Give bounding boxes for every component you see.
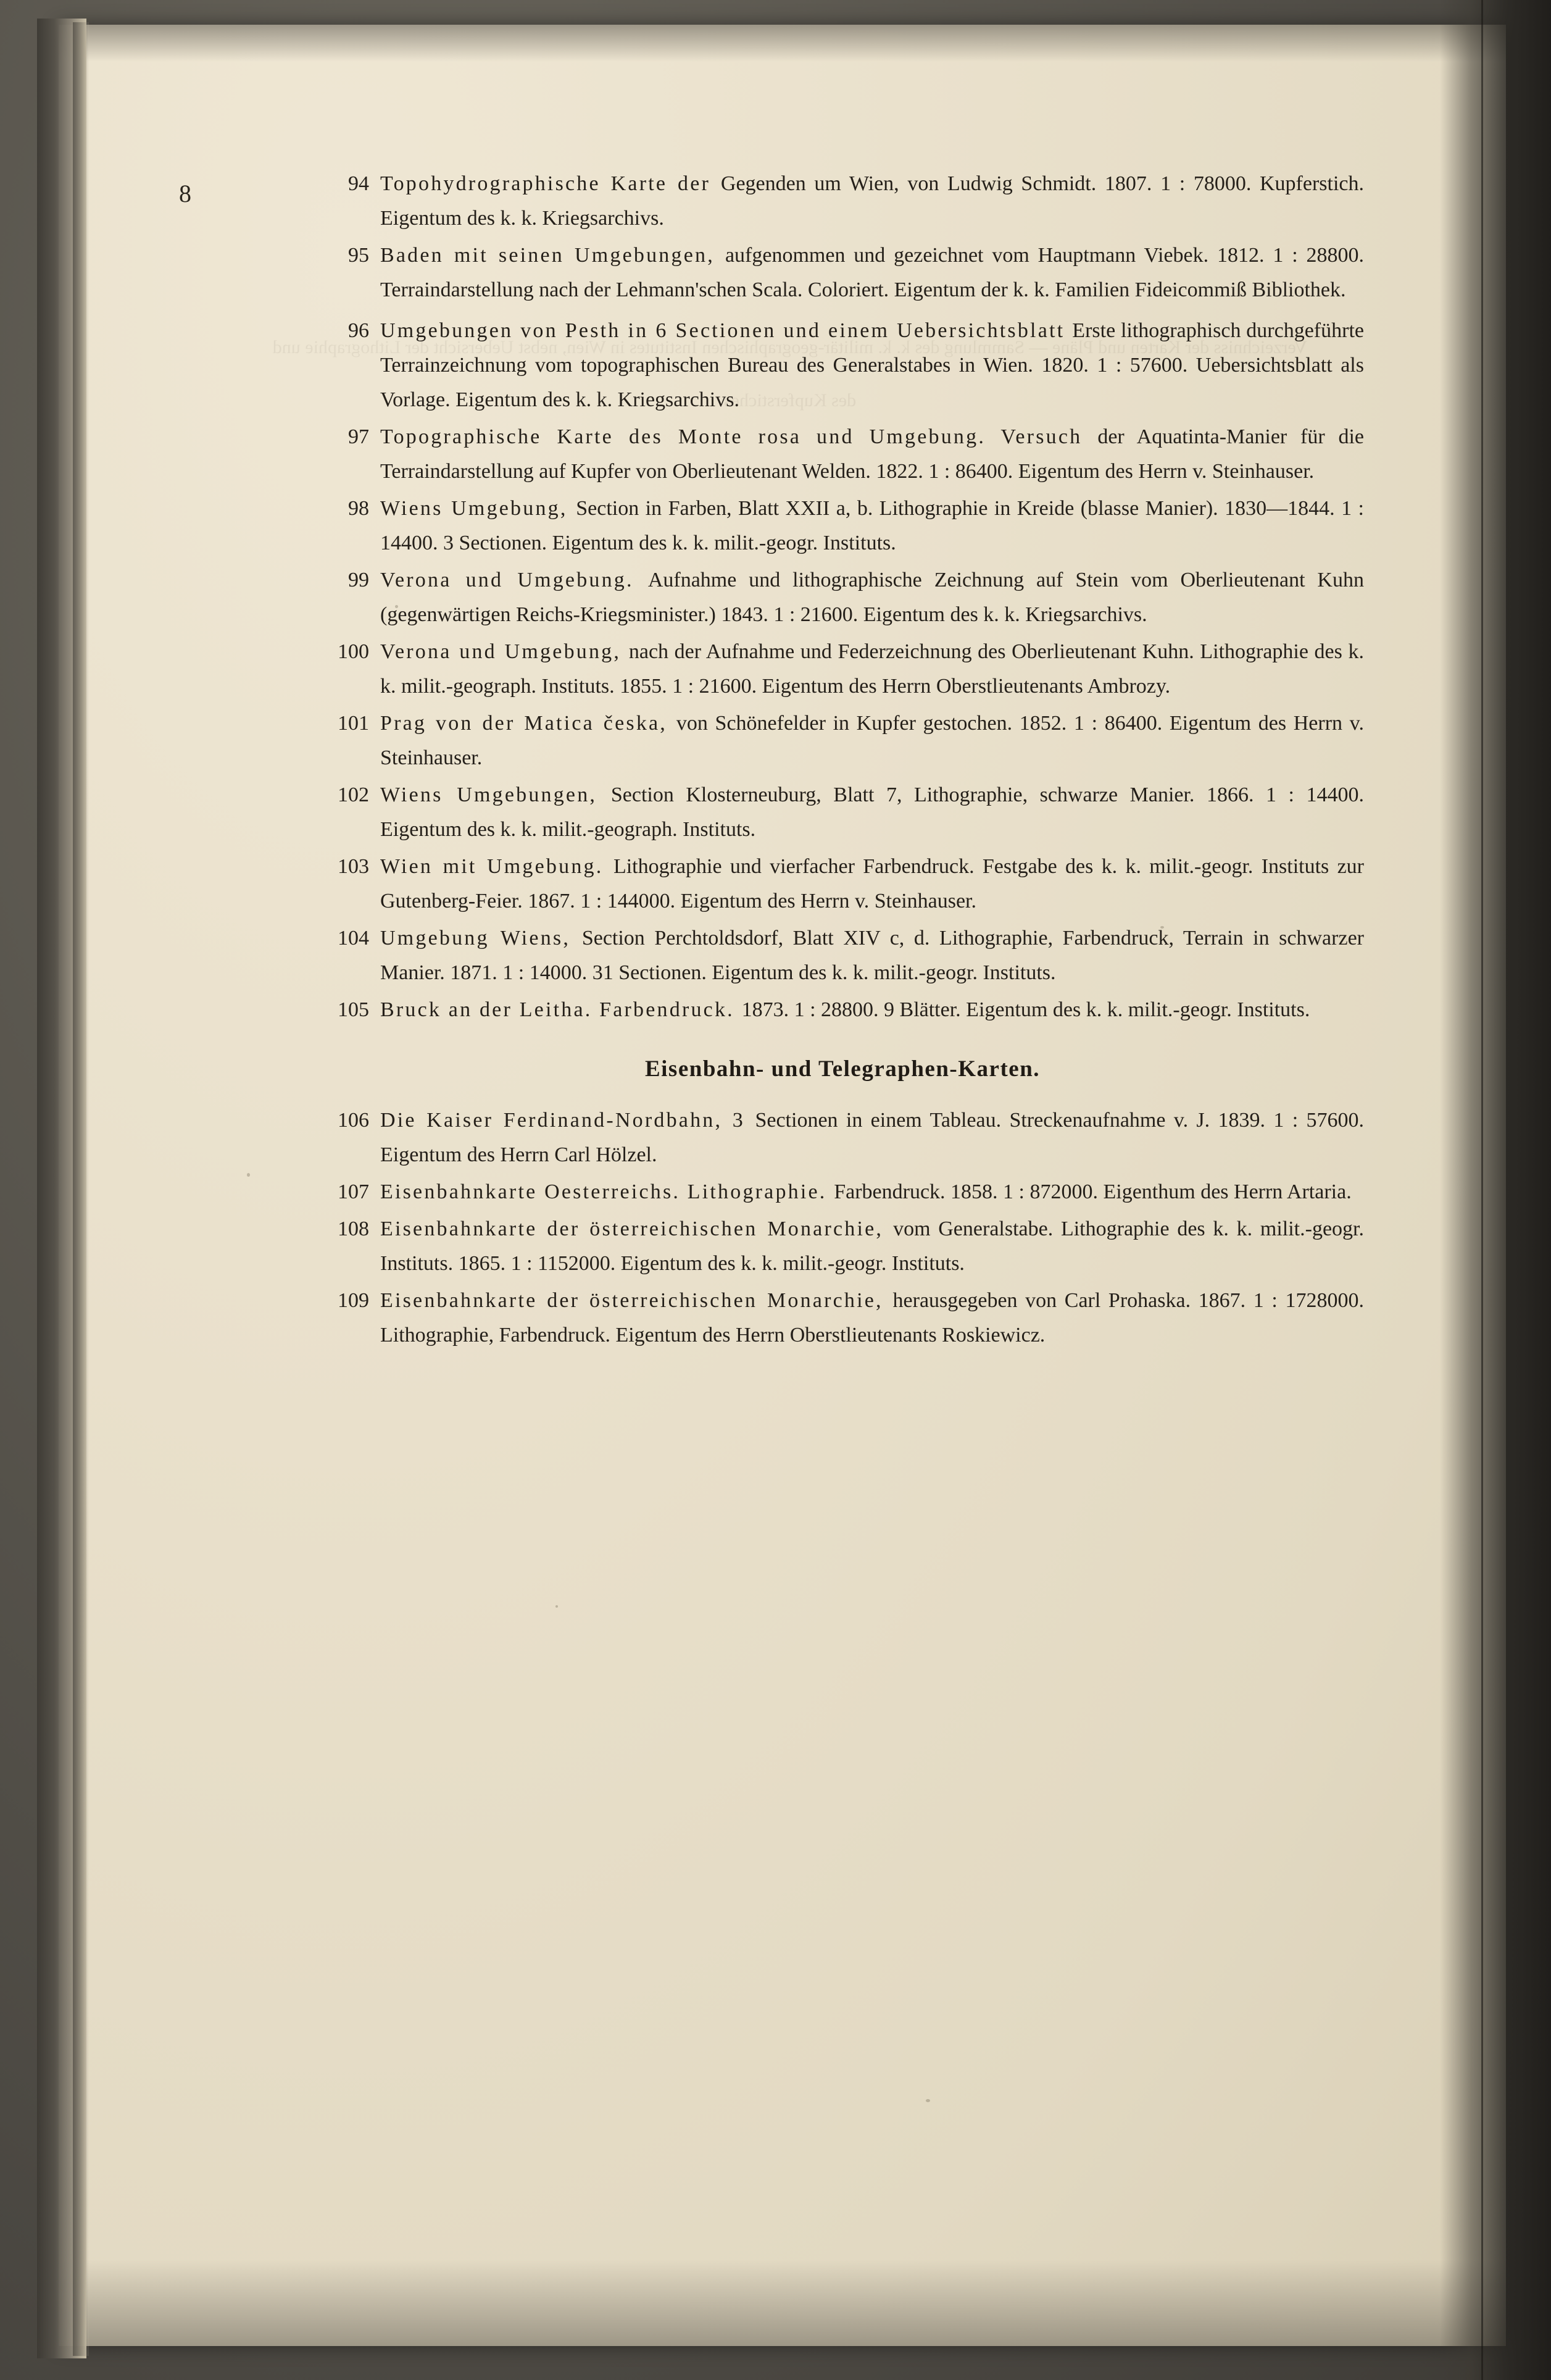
entry-text: Die Kaiser Ferdinand-Nordbahn, 3 Sectionen in einem Tableau. Streckenaufnahme v. J. 1839. 1 : 57600. Eigentum des Herrn Carl Hölzel.	[380, 1109, 1364, 1166]
entry-number: 94	[348, 172, 369, 195]
entry-number: 97	[348, 425, 369, 448]
entry-number: 101	[338, 712, 369, 735]
catalog-entry	[321, 563, 1364, 632]
paper-bottom-shadow	[59, 2260, 1506, 2346]
catalog-entry	[321, 993, 1364, 1027]
catalog-entry	[321, 238, 1364, 307]
entry-text: Wiens Umgebung, Section in Farben, Blatt XXII a, b. Lithographie in Kreide (blasse Manier). 1830—1844. 1 : 14400. 3 Sectionen. Eigentum des k. k. milit.-geogr. Instituts.	[380, 497, 1365, 554]
paper-curl-line	[1481, 0, 1483, 2380]
catalog-entry	[321, 491, 1364, 561]
entry-number: 96	[348, 319, 369, 342]
entry-text: Topographische Karte des Monte rosa und Umgebung. Versuch der Aquatinta-Manier für die Terraindarstellung auf Kupfer von Oberlieutenant Welden. 1822. 1 : 86400. Eigentum des Herrn v. Steinhauser.	[380, 425, 1364, 483]
paper-speck	[555, 1605, 558, 1608]
entry-number: 106	[338, 1109, 369, 1132]
paper-speck	[926, 2099, 930, 2102]
entry-number: 102	[338, 783, 369, 806]
entry-text: Eisenbahnkarte der österreichischen Monarchie, herausgegeben von Carl Prohaska. 1867. 1 : 1728000. Lithographie, Farbendruck. Eigentum des Herrn Oberstlieutenants Roskiewicz.	[380, 1289, 1364, 1347]
page-number: 8	[179, 180, 191, 207]
paper-speck	[1160, 926, 1164, 929]
entry-text: Eisenbahnkarte der österreichischen Monarchie, vom Generalstabe. Lithographie des k. k. milit.-geogr. Instituts. 1865. 1 : 1152000. Eigentum des k. k. milit.-geogr. Instituts.	[380, 1217, 1364, 1275]
catalog-entry	[321, 778, 1364, 847]
entry-number: 95	[348, 244, 369, 267]
entry-text: Bruck an der Leitha. Farbendruck. 1873. 1 : 28800. 9 Blätter. Eigentum des k. k. milit.-geogr. Instituts.	[380, 998, 1310, 1021]
entry-text: Umgebung Wiens, Section Perchtoldsdorf, Blatt XIV c, d. Lithographie, Farbendruck, Terrain in schwarzer Manier. 1871. 1 : 14000. 31 Sectionen. Eigentum des k. k. milit.-geogr. Instituts.	[380, 927, 1364, 984]
entry-text: Verona und Umgebung. Aufnahme und lithographische Zeichnung auf Stein vom Oberlieutenant Kuhn (gegenwärtigen Reichs-Kriegsminister.) 1843. 1 : 21600. Eigentum des k. k. Kriegsarchivs.	[380, 569, 1364, 626]
catalog-entry	[321, 921, 1364, 990]
entry-number: 99	[348, 569, 369, 591]
paper-speck	[247, 1173, 250, 1177]
catalog-entry	[321, 850, 1364, 919]
entry-text: Wien mit Umgebung. Lithographie und vierfacher Farbendruck. Festgabe des k. k. milit.-geogr. Instituts zur Gutenberg-Feier. 1867. 1 : 144000. Eigentum des Herrn v. Steinhauser.	[380, 855, 1364, 912]
entry-text: Eisenbahnkarte Oesterreichs. Lithographie. Farbendruck. 1858. 1 : 872000. Eigenthum des Herrn Artaria.	[380, 1180, 1352, 1203]
catalog-entry	[321, 1212, 1364, 1281]
paper-speck	[395, 605, 398, 608]
entry-number: 104	[338, 927, 369, 950]
entry-text: Verona und Umgebung, nach der Aufnahme und Federzeichnung des Oberlieutenant Kuhn. Lithographie des k. k. milit.-geograph. Instituts. 1855. 1 : 21600. Eigentum des Herrn Oberstlieutenants Ambrozy.	[380, 640, 1364, 698]
entry-number: 100	[338, 640, 369, 663]
section-heading: Eisenbahn- und Telegraphen-Karten.	[644, 1056, 1041, 1082]
catalog-entry	[321, 314, 1364, 417]
entry-number: 109	[338, 1289, 369, 1312]
catalog-entry	[321, 1175, 1364, 1209]
paper-left-edge-inner	[73, 22, 89, 2356]
catalog-entry	[321, 706, 1364, 775]
entry-number: 103	[338, 855, 369, 878]
entry-text: Wiens Umgebungen, Section Klosterneuburg, Blatt 7, Lithographie, schwarze Manier. 1866. 1 : 14400. Eigentum des k. k. milit.-geograph. Instituts.	[380, 783, 1364, 841]
entry-text: Baden mit seinen Umgebungen, aufgenommen und gezeichnet vom Hauptmann Viebek. 1812. 1 : 28800. Terraindarstellung nach der Lehmann'schen Scala. Coloriert. Eigentum der k. k. Familien Fideicommiß Bibliothek.	[380, 244, 1364, 301]
catalog-entry	[321, 1284, 1364, 1353]
catalog-entry	[321, 1103, 1364, 1172]
catalog-entry	[321, 167, 1364, 236]
entry-number: 98	[348, 497, 369, 520]
entry-number: 107	[338, 1180, 369, 1203]
entry-text: Prag von der Matica česka, von Schönefelder in Kupfer gestochen. 1852. 1 : 86400. Eigentum des Herrn v. Steinhauser.	[380, 712, 1364, 769]
catalog-entry	[321, 635, 1364, 704]
catalog-body	[321, 167, 1364, 1355]
catalog-entry	[321, 420, 1364, 489]
paper-right-curl	[1440, 0, 1551, 2380]
entry-text: Umgebungen von Pesth in 6 Sectionen und einem Uebersichtsblatt Erste lithographisch durchgeführte Terrainzeichnung vom topographischen Bureau des Generalstabes in Wien. 1820. 1 : 57600. Uebersichtsblatt als Vorlage. Eigentum des k. k. Kriegsarchivs.	[380, 319, 1364, 411]
entry-number: 108	[338, 1217, 369, 1240]
entry-number: 105	[338, 998, 369, 1021]
paper-top-shadow	[59, 25, 1506, 62]
entry-text: Topohydrographische Karte der Gegenden um Wien, von Ludwig Schmidt. 1807. 1 : 78000. Kupferstich. Eigentum des k. k. Kriegsarchivs.	[380, 172, 1365, 230]
